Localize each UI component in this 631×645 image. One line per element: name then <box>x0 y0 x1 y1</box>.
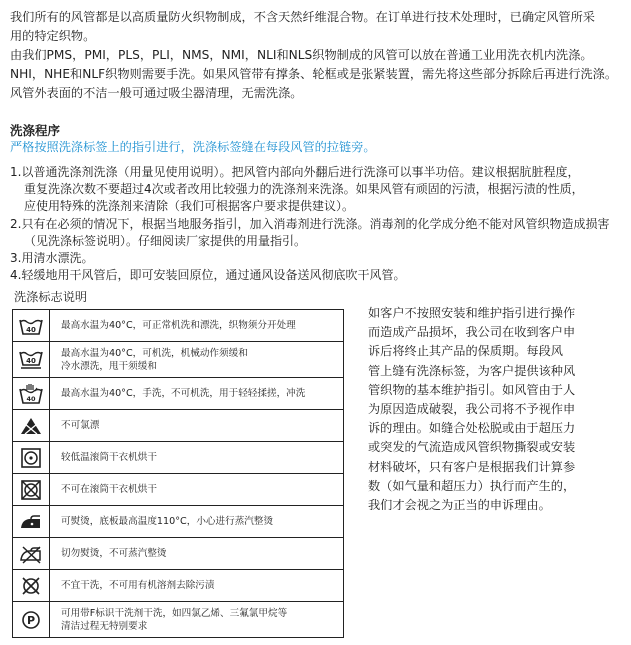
legend-text: 不可在滚筒干衣机烘干 <box>50 474 344 506</box>
hand-wash-40-icon <box>13 378 50 410</box>
table-row <box>13 506 344 538</box>
warranty-line: 数（如气量和超压力）执行而产生的， <box>368 478 576 493</box>
procedure-title: 洗涤程序 <box>10 123 61 138</box>
legend-text: 切勿熨烫，不可蒸汽整烫 <box>50 538 344 570</box>
intro-text <box>10 8 625 103</box>
care-symbol-table <box>12 309 344 638</box>
svg-text:40: 40 <box>26 356 36 365</box>
warranty-line: 材料破坏，只有客户是根据我们计算参 <box>368 459 576 474</box>
legend-text: 不宜干洗，不可用有机溶剂去除污渍 <box>50 570 344 602</box>
no-iron-icon <box>13 538 50 570</box>
legend-text: 最高水温为40°C，可正常机洗和漂洗，织物须分开处理 <box>50 310 344 342</box>
legend-text: 可熨烫，底板最高温度110°C，小心进行蒸汽整烫 <box>50 506 344 538</box>
warranty-line: 诉的理由。如缝合处松脱或由于超压力 <box>368 421 576 436</box>
no-tumble-dry-icon <box>13 474 50 506</box>
intro-line: NHI，NHE和NLF织物则需要手洗。如果风管带有撑条、轮框或是张紧装置，需先将这些部分拆除后再进行洗涤。 <box>10 67 618 81</box>
warranty-line: 我们才会视之为正当的申诉理由。 <box>368 498 551 513</box>
legend-title: 洗涤标志说明 <box>14 290 88 304</box>
step-line: 2.只有在必须的情况下，根据当地服务指引，加入消毒剂进行洗涤。消毒剂的化学成分绝不能对风管织物造成损害 <box>10 216 610 231</box>
table-row <box>13 474 344 506</box>
table-row <box>13 538 344 570</box>
table-row <box>13 310 344 342</box>
wash-40-gentle-icon <box>13 342 50 378</box>
warranty-line: 而造成产品损坏，我公司在收到客户申 <box>368 325 576 340</box>
svg-text:40: 40 <box>26 325 36 334</box>
table-row <box>13 442 344 474</box>
procedure-steps <box>10 164 628 284</box>
warranty-line: 管上缝有洗涤标签，为客户提供该种风 <box>368 363 576 378</box>
intro-line: 用的特定织物。 <box>10 29 96 43</box>
wash-40-normal-icon <box>13 310 50 342</box>
legend-text: 最高水温为40°C，手洗，不可机洗，用于轻轻揉搓，冲洗 <box>50 378 344 410</box>
tumble-dry-low-icon <box>13 442 50 474</box>
svg-text:40: 40 <box>26 394 36 403</box>
warranty-text <box>368 304 618 515</box>
svg-text:P: P <box>26 613 36 627</box>
step-line: 应使用特殊的洗涤剂来清除（我们可根据客户要求提供建议）。 <box>24 199 355 214</box>
dry-clean-p-icon <box>13 602 50 638</box>
table-row <box>13 410 344 442</box>
legend-text: 可用带F标识干洗剂干洗，如四氯乙烯、三氟氯甲烷等 清洁过程无特别要求 <box>50 602 344 638</box>
legend-text: 最高水温为40°C，可机洗，机械动作须缓和 冷水漂洗，甩干须缓和 <box>50 342 344 378</box>
warranty-line: 如客户不按照安装和维护指引进行操作 <box>368 306 576 320</box>
step-line: 3.用清水漂洗。 <box>10 251 94 266</box>
intro-line: 由我们PMS，PMI，PLS，PLI，NMS，NMI，NLI和NLS织物制成的风管可以放在普通工业用洗衣机内洗涤。 <box>10 48 593 62</box>
warranty-line: 诉后将终止其产品的保质期。每段风 <box>368 344 563 359</box>
table-row <box>13 570 344 602</box>
iron-low-icon <box>13 506 50 538</box>
table-row <box>13 342 344 378</box>
no-dry-clean-icon <box>13 570 50 602</box>
no-bleach-icon <box>13 410 50 442</box>
legend-text: 较低温滚筒干衣机烘干 <box>50 442 344 474</box>
step-line: 4.轻缓地用干风管后，即可安装回原位，通过通风设备送风彻底吹干风管。 <box>10 268 406 283</box>
step-line: （见洗涤标签说明）。仔细阅读厂家提供的用量指引。 <box>24 233 307 248</box>
table-row <box>13 378 344 410</box>
procedure-subtitle: 严格按照洗涤标签上的指引进行，洗涤标签缝在每段风管的拉链旁。 <box>10 140 376 154</box>
warranty-line: 为原因造成破裂，我公司将不予视作申 <box>368 402 576 417</box>
intro-line: 风管外表面的不洁一般可通过吸尘器清理，无需洗涤。 <box>10 86 303 100</box>
legend-text: 不可氯漂 <box>50 410 344 442</box>
warranty-line: 管织物的基本维护指引。如风管由于人 <box>368 382 576 397</box>
warranty-line: 或突发的气流造成风管织物撕裂或安装 <box>368 440 576 455</box>
table-row <box>13 602 344 638</box>
step-line: 1.以普通洗涤剂洗涤（用量见使用说明）。把风管内部向外翻后进行洗涤可以事半功倍。建议根据肮脏程度， <box>10 165 580 179</box>
intro-line: 我们所有的风管都是以高质量防火织物制成，不含天然纤维混合物。在订单进行技术处理时，已确定风管所采 <box>10 10 595 24</box>
step-line: 重复洗涤次数不要超过4次或者改用比较强力的洗涤剂来洗涤。如果风管有顽固的污渍，根据污渍的性质， <box>24 182 584 197</box>
